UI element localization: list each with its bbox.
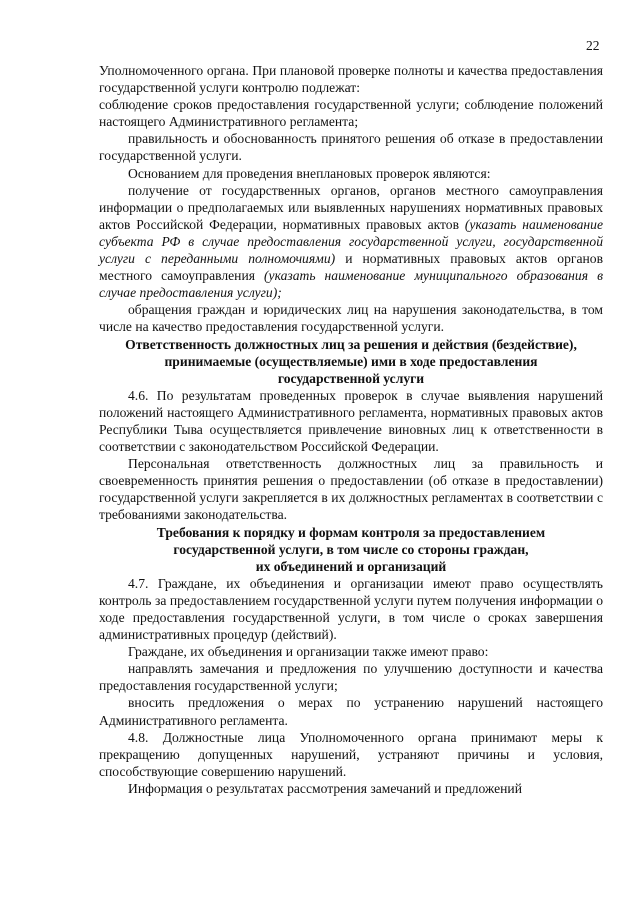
italic-note-municipality: (указать наименование муниципального образования в случае предоставления услуги);	[99, 268, 603, 301]
section-heading-control-requirements	[99, 524, 603, 575]
heading-line: принимаемые (осуществляемые) ими в ходе предоставления	[164, 353, 538, 369]
paragraph-plan-check: Уполномоченного органа. При плановой проверке полноты и качества предоставления государственной услуги контролю подлежат:	[99, 63, 603, 96]
paragraph-deadlines: соблюдение сроков предоставления государственной услуги; соблюдение положений настоящего Административного регламента;	[99, 97, 603, 130]
paragraph-4-6: 4.6. По результатам проведенных проверок в случае выявления нарушений положений настоящего Административного регламента, нормативных правовых актов Республики Тыва осуществляется привлечение виновных лиц к ответственности в соответствии с законодательством Российской Федерации.	[99, 387, 603, 455]
paragraph-send-remarks: направлять замечания и предложения по улучшению доступности и качества предоставления государственной услуги;	[99, 661, 603, 694]
heading-line: Ответственность должностных лиц за решения и действия (бездействие),	[125, 336, 577, 352]
paragraph-proposals: вносить предложения о мерах по устранению нарушений настоящего Административного регламента.	[99, 695, 603, 728]
paragraph-citizens-rights: Граждане, их объединения и организации также имеют право:	[128, 644, 489, 660]
text-segment: получение от государственных органов, органов местного самоуправления информации о предполагаемых или выявленных нарушениях нормативных правовых актов Российской Федерации, нормативных правовых актов	[99, 182, 603, 232]
document-body	[99, 62, 603, 797]
heading-line: государственной услуги	[277, 370, 425, 386]
paragraph-complaints: обращения граждан и юридических лиц на нарушения законодательства, в том числе на качество предоставления государственной услуги.	[99, 302, 603, 335]
paragraph-information-received	[99, 182, 603, 302]
paragraph-results-info: Информация о результатах рассмотрения замечаний и предложений	[128, 780, 522, 796]
text-segment: и нормативных правовых актов органов местного самоуправления	[99, 251, 604, 284]
italic-note-subject: (указать наименование субъекта РФ в случае предоставления государственной услуги, государственной услуги с переданными полномочиями)	[99, 216, 603, 267]
page-number: 22	[586, 38, 600, 53]
paragraph-personal-responsibility: Персональная ответственность должностных лиц за правильность и своевременность принятия решения о предоставлении (об отказе в предоставлении) государственной услуги закрепляется в их должностных регламентах в соответствии с требованиями законодательства.	[99, 456, 603, 523]
paragraph-4-7: 4.7. Граждане, их объединения и организации имеют право осуществлять контроль за предоставлением государственной услуги путем получения информации о ходе предоставления государственной услуги, в том числе о сроках завершения административных процедур (действий).	[99, 575, 603, 643]
section-heading-responsibility	[99, 336, 603, 387]
paragraph-grounds: Основанием для проведения внеплановых проверок являются:	[128, 165, 491, 181]
heading-line: их объединений и организаций	[255, 558, 447, 574]
paragraph-4-8: 4.8. Должностные лица Уполномоченного органа принимают меры к прекращению допущенных нарушений, устраняют причины и условия, способствующие совершению нарушений.	[99, 729, 603, 779]
heading-line: государственной услуги, в том числе со стороны граждан,	[173, 541, 529, 557]
heading-line: Требования к порядку и формам контроля за предоставлением	[156, 524, 546, 540]
paragraph-refusal-decision: правильность и обоснованность принятого решения об отказе в предоставлении государственной услуги.	[99, 131, 603, 164]
